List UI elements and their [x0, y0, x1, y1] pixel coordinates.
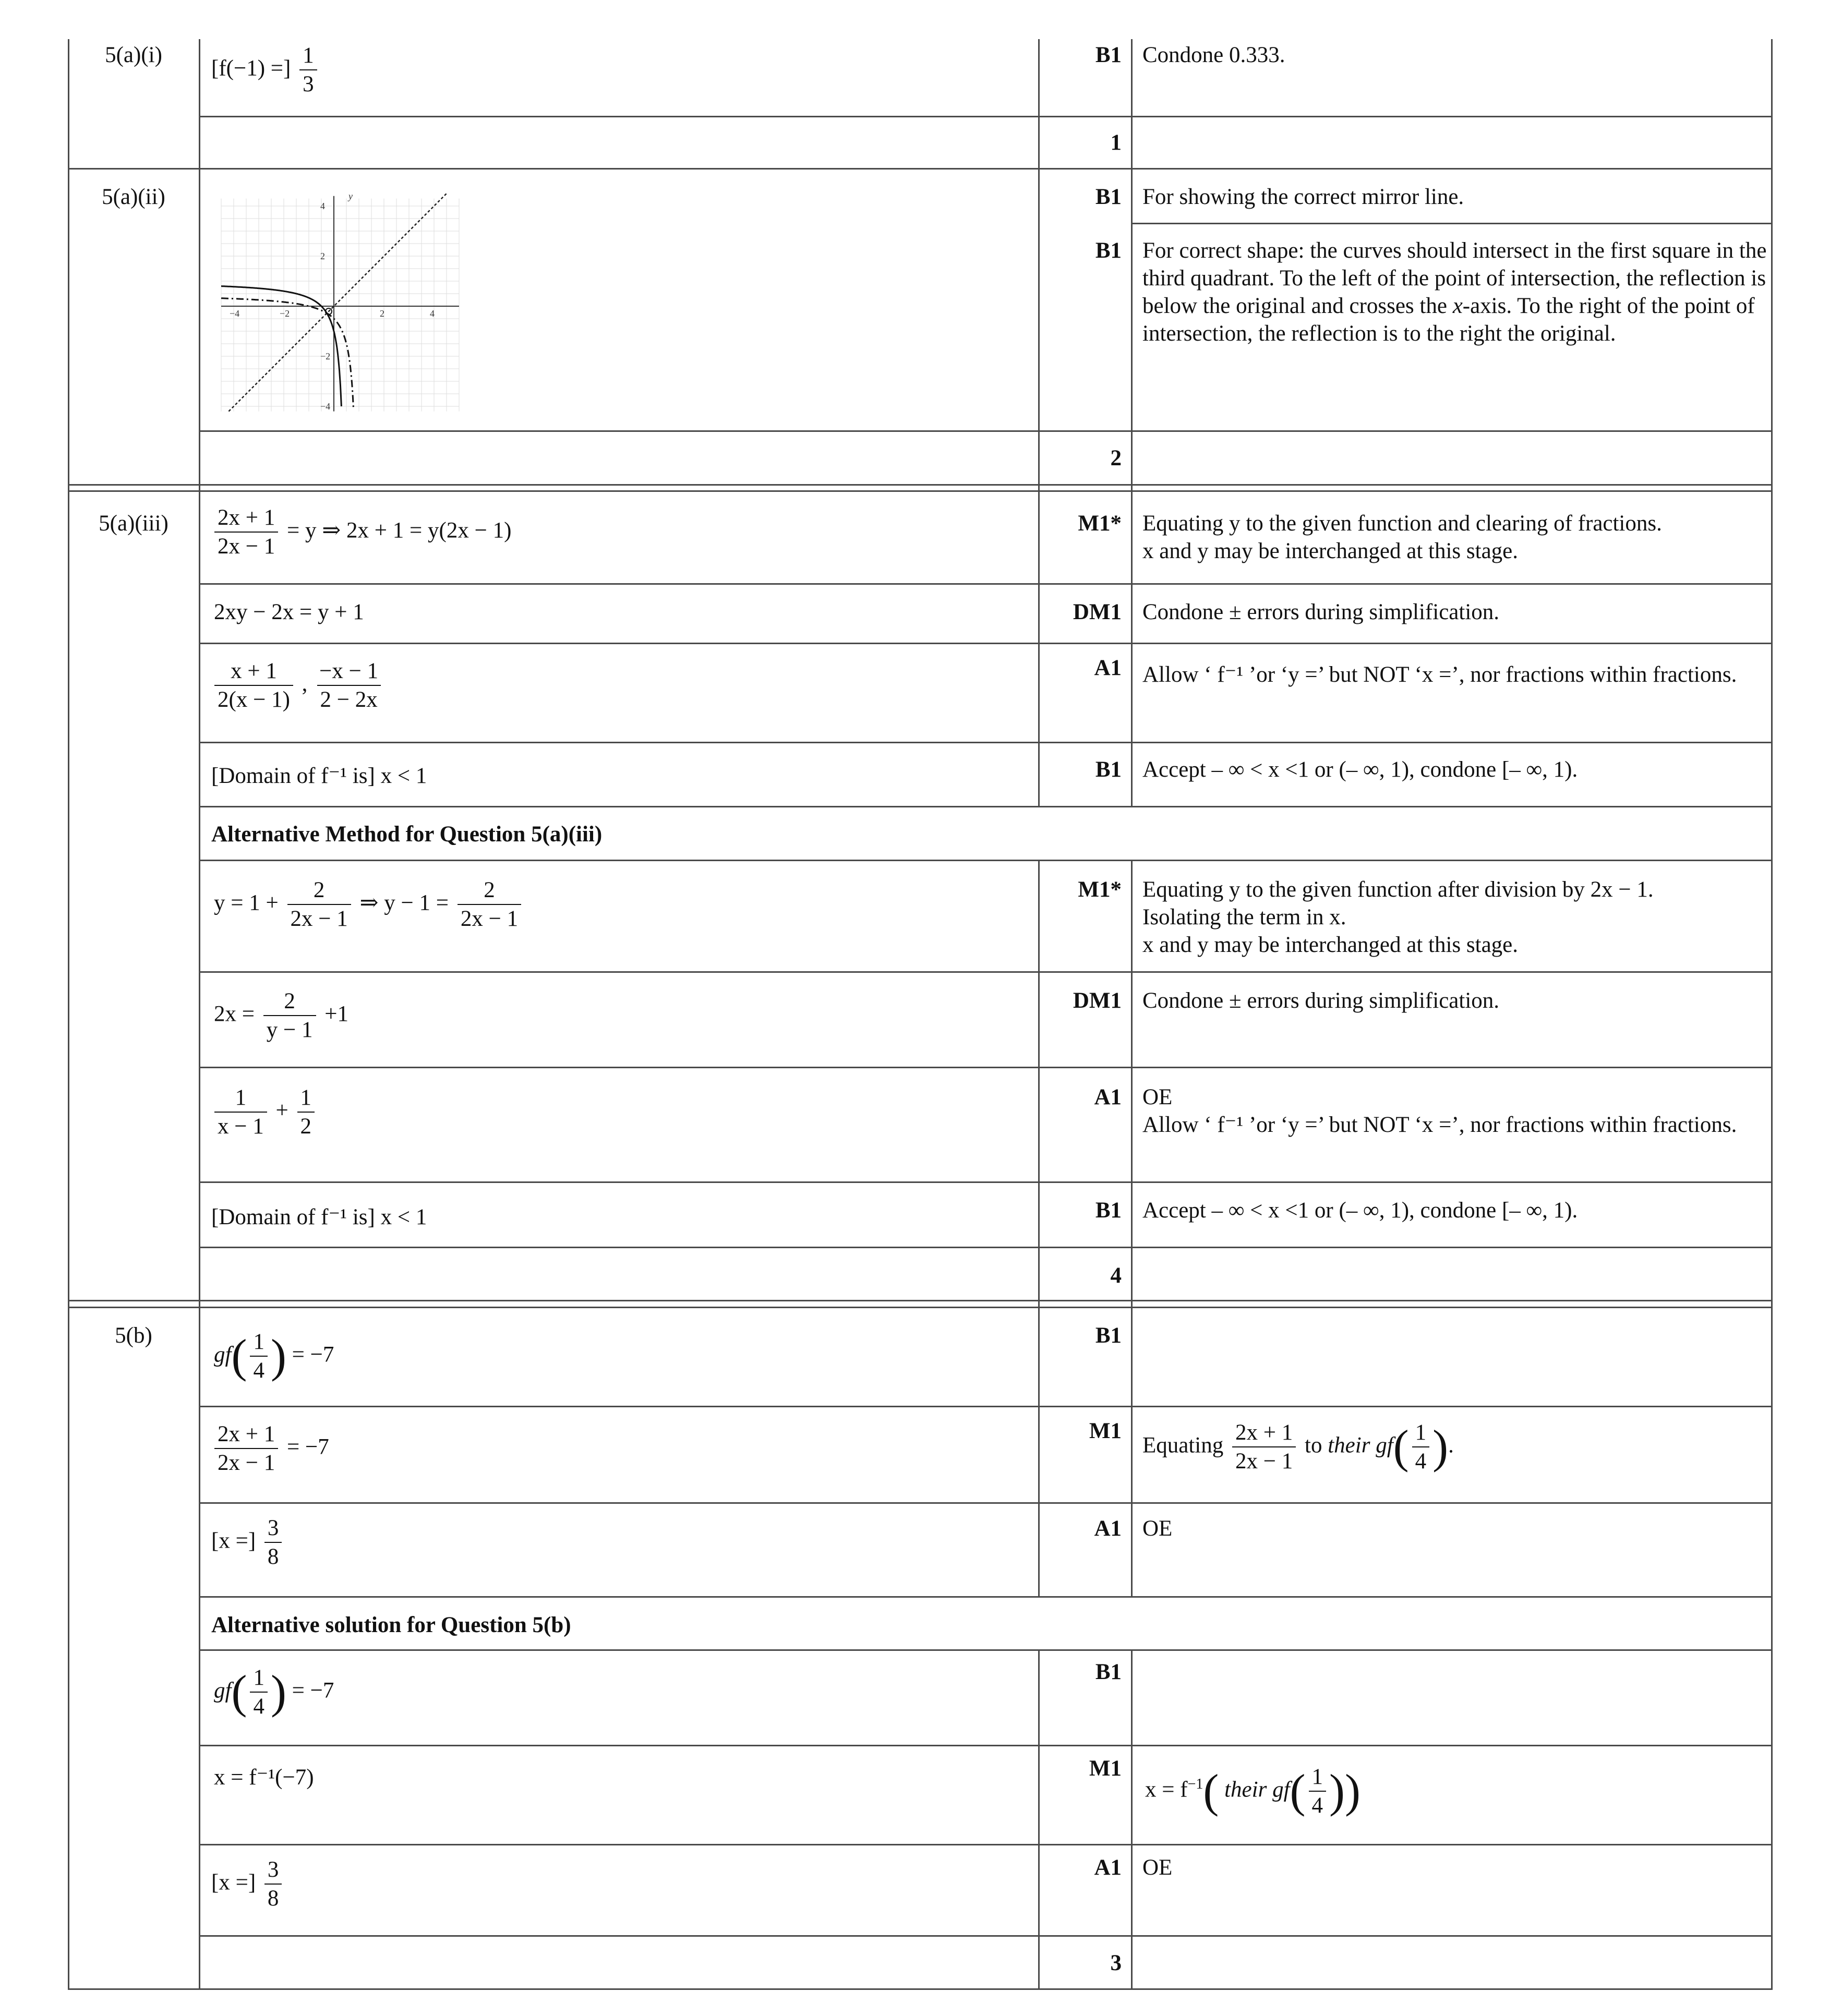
guidance-note: $x = f^{-1}$( their gf( $\frac{1}{4}$ )) [1145, 1765, 1361, 1818]
y-axis-label: y [348, 191, 353, 201]
guidance-note: Condone ± errors during simplification. [1142, 600, 1500, 624]
grid-line [1131, 860, 1133, 1596]
fraction: $\frac{2x + 1}{2x - 1}$ [1232, 1420, 1296, 1475]
guidance-note: Equating $\frac{2x + 1}{2x - 1}$ to their gf( $\frac{1}{4}$ ). [1142, 1420, 1454, 1474]
grid-line [199, 1745, 1773, 1746]
fraction: $\frac{3}{8}$ [264, 1515, 282, 1570]
x-tick-label: 4 [430, 308, 435, 319]
mark: M1 [1089, 1419, 1122, 1443]
grid-line [68, 39, 69, 1990]
fraction: $\frac{1}{4}$ [1309, 1764, 1327, 1819]
guidance-note: Condone 0.333. [1142, 43, 1285, 67]
grid-line [199, 1502, 1773, 1504]
fraction: $\frac{1}{2}$ [297, 1085, 315, 1140]
fraction: $\frac{2}{2x - 1}$ [287, 877, 351, 932]
guidance-note: Equating y to the given function and clearing of fractions. x and y may be interchanged at this stage. [1142, 511, 1662, 563]
fraction: $\frac{1}{3}$ [299, 43, 317, 98]
question-number: 5(a)(i) [105, 43, 162, 67]
answer-working [211, 43, 320, 98]
fraction: $\frac{2}{y - 1}$ [263, 988, 316, 1043]
mark: A1 [1094, 656, 1122, 680]
answer-working: x = f⁻¹(−7) [214, 1765, 314, 1790]
y-tick-label: 4 [320, 201, 325, 211]
grid-line [1131, 39, 1133, 806]
grid-line [199, 1067, 1773, 1068]
fraction: $\frac{1}{4}$ [250, 1665, 268, 1720]
answer-lhs: [f(−1) =] [211, 56, 291, 81]
grid-line [199, 39, 200, 1990]
fraction: $\frac{1}{4}$ [1412, 1420, 1430, 1475]
grid-line [1038, 860, 1040, 1596]
question-number: 5(a)(iii) [99, 511, 168, 536]
total-marks: 4 [1110, 1263, 1122, 1288]
fraction: $\frac{-x - 1}{2 - 2x}$ [316, 658, 381, 713]
answer-working: $\frac{1}{x - 1}$ + $\frac{1}{2}$ [211, 1085, 318, 1140]
x-tick-label: −4 [230, 308, 240, 319]
reflection-graph [209, 189, 480, 413]
grid-line [199, 1596, 1773, 1598]
guidance-note: Allow ‘ f⁻¹ ’or ‘y =’ but NOT ‘x =’, nor fractions within fractions. [1142, 662, 1737, 687]
grid-line [199, 806, 1773, 807]
answer-working: $\frac{2x + 1}{2x - 1}$ = −7 [211, 1421, 329, 1476]
grid-line [199, 430, 1773, 432]
grid-line [199, 1649, 1773, 1651]
grid-line [199, 1181, 1773, 1183]
answer-working: [x =] $\frac{3}{8}$ [211, 1515, 285, 1570]
guidance-note: Accept – ∞ < x <1 or (– ∞, 1), condone [– ∞, 1). [1142, 1198, 1578, 1223]
grid-line [68, 490, 1773, 492]
guidance-note: For correct shape: the curves should intersect in the first square in the third quadrant. To the left of the point of intersection, the reflection is below the original and crosses the x-axis. To the right of the point of intersection, the reflection is to the right the original. [1142, 238, 1767, 346]
answer-working: [Domain of f⁻¹ is] x < 1 [211, 764, 427, 788]
mark: A1 [1094, 1516, 1122, 1541]
fraction: $\frac{1}{x - 1}$ [214, 1085, 267, 1140]
y-tick-label: −2 [320, 351, 331, 361]
grid-line [68, 484, 1773, 486]
question-number: 5(a)(ii) [102, 185, 165, 209]
guidance-note: OE Allow ‘ f⁻¹ ’or ‘y =’ but NOT ‘x =’, nor fractions within fractions. [1142, 1085, 1737, 1137]
mirror-line [228, 194, 447, 412]
grid-line [199, 971, 1773, 973]
original-curve [221, 286, 341, 406]
fraction: $\frac{2}{2x - 1}$ [458, 877, 521, 932]
guidance-note: Equating y to the given function after division by 2x − 1. Isolating the term in x. x and y may be interchanged at this stage. [1142, 877, 1654, 957]
grid-line [199, 1247, 1773, 1248]
grid-line [199, 1935, 1773, 1937]
fraction: $\frac{2x + 1}{2x - 1}$ [214, 505, 278, 560]
grid-line [199, 643, 1773, 644]
guidance-note: OE [1142, 1855, 1173, 1880]
fraction: $\frac{2x + 1}{2x - 1}$ [214, 1421, 278, 1476]
grid-line [199, 1844, 1773, 1845]
answer-working: 2xy − 2x = y + 1 [214, 600, 364, 624]
mark: M1* [1078, 877, 1122, 902]
mark: M1* [1078, 511, 1122, 536]
guidance-note: For showing the correct mirror line. [1142, 185, 1464, 209]
grid-line [1038, 1649, 1040, 1990]
grid-line [68, 1988, 1773, 1990]
answer-working: gf( $\frac{1}{4}$ ) = −7 [214, 1330, 334, 1383]
guidance-note: OE [1142, 1516, 1173, 1541]
fraction: $\frac{1}{4}$ [250, 1329, 268, 1384]
grid-line [199, 116, 1773, 117]
alternative-method-heading: Alternative Method for Question 5(a)(iii) [211, 822, 603, 847]
fraction: $\frac{x + 1}{2(x - 1)}$ [214, 658, 293, 713]
mark: B1 [1095, 238, 1122, 263]
grid-line [1131, 1649, 1133, 1990]
total-marks: 3 [1110, 1951, 1122, 1975]
y-tick-label: −4 [320, 401, 331, 412]
mark: A1 [1094, 1855, 1122, 1880]
answer-working: gf( $\frac{1}{4}$ ) = −7 [214, 1665, 334, 1719]
mark: M1 [1089, 1756, 1122, 1781]
mark: B1 [1095, 1198, 1122, 1223]
mark: B1 [1095, 1323, 1122, 1348]
grid-line [199, 860, 1773, 861]
mark: DM1 [1073, 600, 1122, 624]
grid-line [1131, 223, 1773, 224]
guidance-note: Accept – ∞ < x <1 or (– ∞, 1), condone [– ∞, 1). [1142, 757, 1578, 782]
grid-line [68, 1307, 1773, 1308]
grid-line [68, 1300, 1773, 1301]
grid-line [1771, 39, 1773, 1990]
x-tick-label: −2 [280, 308, 290, 319]
guidance-note: Condone ± errors during simplification. [1142, 988, 1500, 1013]
answer-working: y = 1 + $\frac{2}{2x - 1}$ ⇒ y − 1 = $\frac{2}{2x - 1}$ [214, 877, 524, 932]
mark: A1 [1094, 1085, 1122, 1109]
mark: DM1 [1073, 988, 1122, 1013]
grid-line [199, 1406, 1773, 1407]
total-marks: 1 [1110, 130, 1122, 155]
grid-line [68, 168, 1773, 170]
mark: B1 [1095, 757, 1122, 782]
answer-working: $\frac{2x + 1}{2x - 1}$ = y ⇒ 2x + 1 = y(2x − 1) [211, 505, 511, 560]
alternative-solution-heading: Alternative solution for Question 5(b) [211, 1613, 571, 1637]
mark: B1 [1095, 43, 1122, 67]
answer-working: 2x = $\frac{2}{y - 1}$ +1 [214, 989, 349, 1043]
fraction: $\frac{3}{8}$ [264, 1857, 282, 1912]
answer-working: [x =] $\frac{3}{8}$ [211, 1857, 285, 1912]
y-tick-label: 2 [320, 251, 325, 261]
question-number: 5(b) [115, 1323, 152, 1348]
grid-line [199, 742, 1773, 743]
mark: B1 [1095, 1660, 1122, 1684]
total-marks: 2 [1110, 446, 1122, 470]
answer-working: [Domain of f⁻¹ is] x < 1 [211, 1205, 427, 1229]
mark: B1 [1095, 185, 1122, 209]
answer-working: $\frac{x + 1}{2(x - 1)}$ , $\frac{-x - 1}{2 - 2x}$ [211, 658, 384, 713]
x-tick-label: 2 [380, 308, 384, 319]
grid-line [199, 583, 1773, 585]
